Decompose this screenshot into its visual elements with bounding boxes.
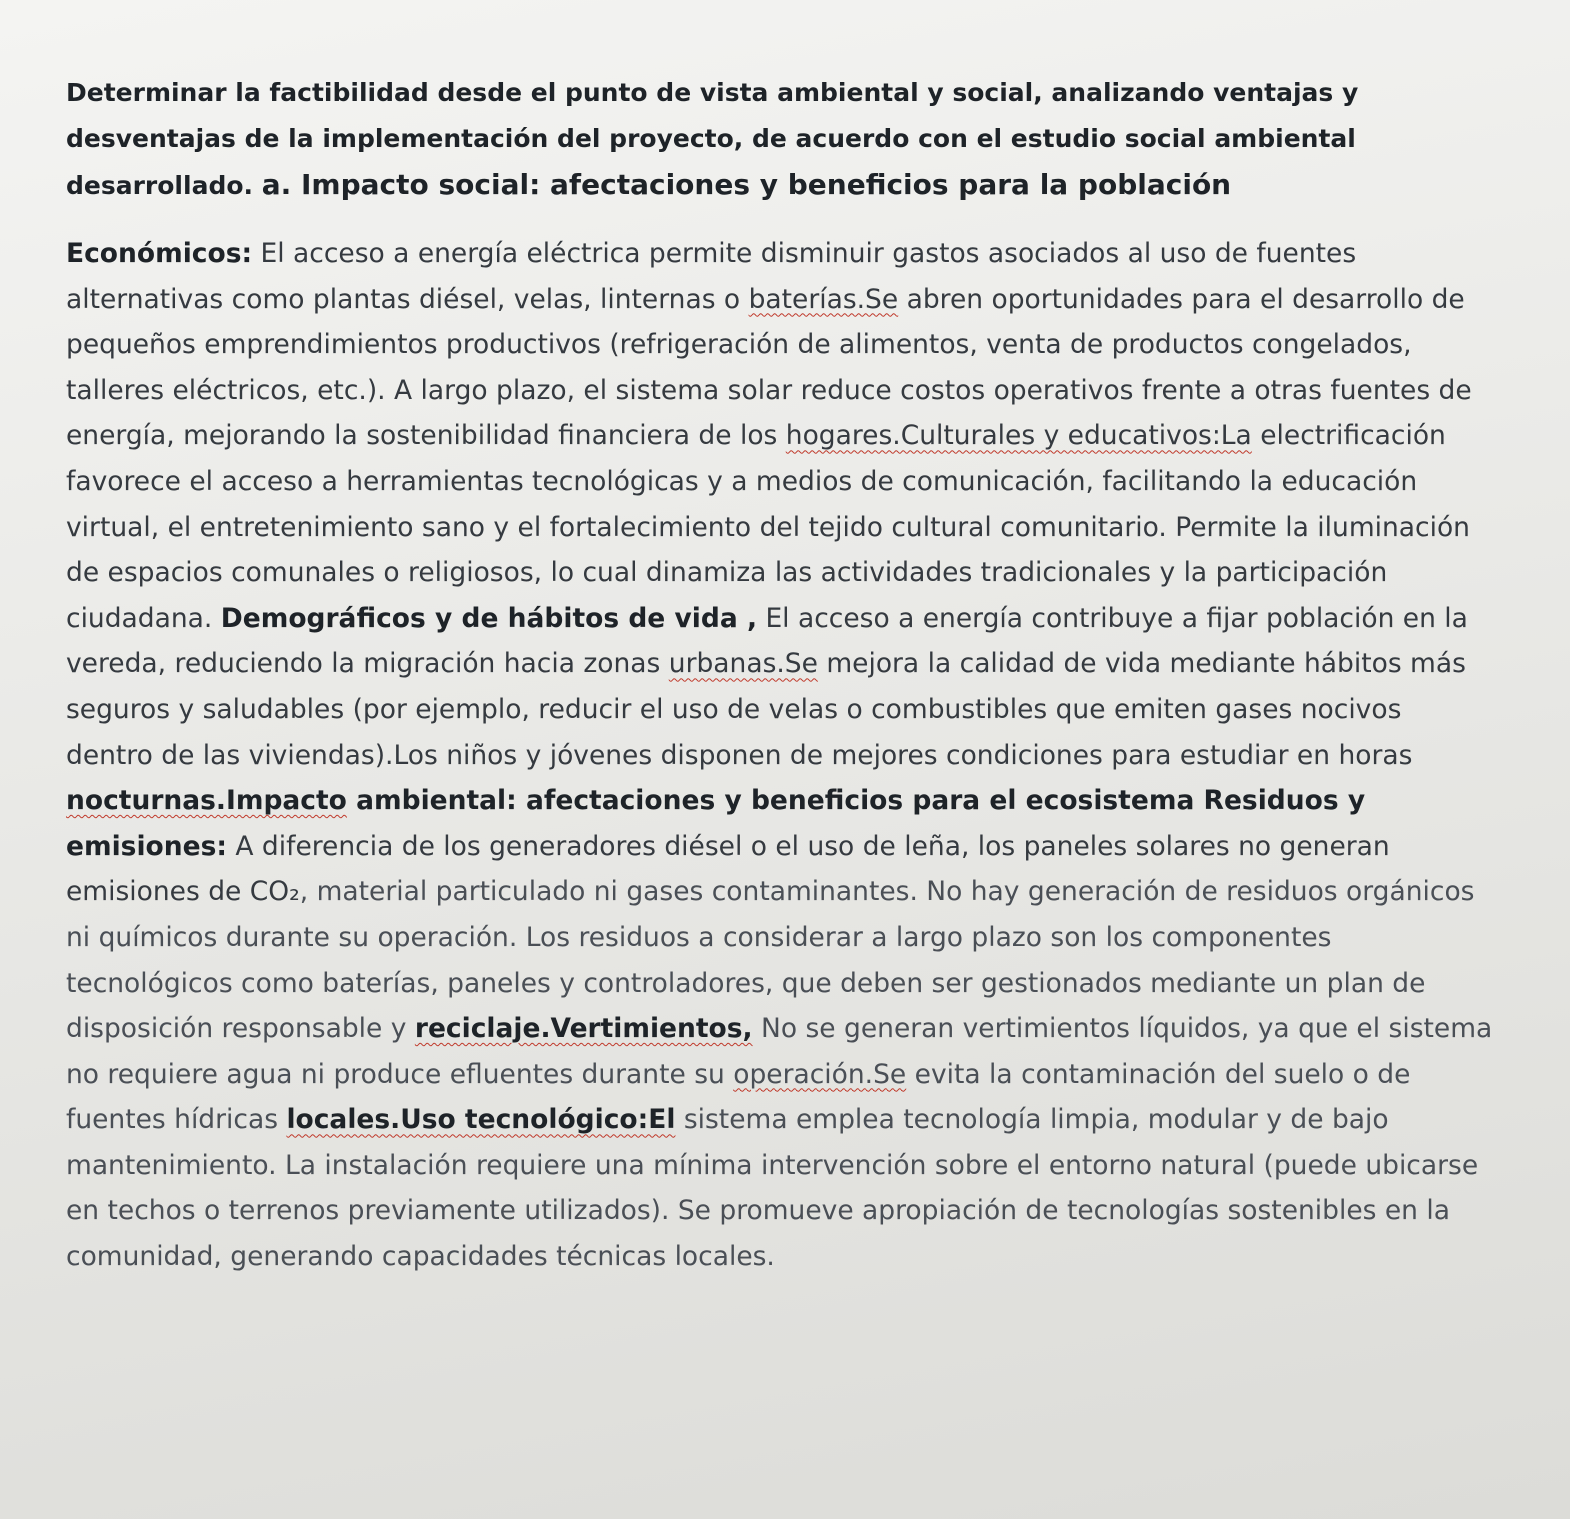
culturales-text: electrificación favorece el acceso a herramientas tecnológicas y a medios de comunicación, facilitando la educación virtual, el entretenimiento sano y el fortalecimiento del tejido cultural comunitario. Permite la iluminación de espacios comunales o religiosos, lo cual dinamiza las actividades tradicionales y la participación ciudadana. — [66, 420, 1470, 634]
demograficos-label: Demográficos y de hábitos de vida , — [220, 602, 758, 634]
vertimientos-text-2: evita la contaminación del suelo o de fuentes hídricas — [66, 1058, 1411, 1136]
economicos-text-2: abren oportunidades para el desarrollo de pequeños emprendimientos productivos (refrigeración de alimentos, venta de productos congelados, talleres eléctricos, etc.). A largo plazo, el sistema solar reduce costos operativos frente a otras fuentes de energía, mejorando la sostenibilidad financiera de los — [66, 283, 1472, 452]
heading-subtitle: a. Impacto social: afectaciones y beneficios para la población — [261, 168, 1232, 201]
spellcheck-squiggle: nocturnas.Impacto — [66, 785, 347, 817]
spellcheck-squiggle: urbanas.Se — [668, 648, 818, 680]
document-page — [66, 70, 1496, 1490]
spellcheck-squiggle: reciclaje.Vertimientos, — [414, 1013, 753, 1045]
residuos-text-1: A diferencia de los generadores diésel o el uso de leña, los paneles solares no generan emisiones de — [66, 830, 1390, 908]
demograficos-text-1: El acceso a energía contribuye a fijar población en la vereda, reduciendo la migración hacia zonas — [66, 602, 1468, 680]
ambiental-label: ambiental: afectaciones y beneficios para el ecosistema Residuos y emisiones: — [66, 785, 1366, 862]
uso-text: sistema emplea tecnología limpia, modular y de bajo mantenimiento. La instalación requiere una mínima intervención sobre el entorno natural (puede ubicarse en techos o terrenos previamente utilizados). Se promueve apropiación de tecnologías sostenibles en la comunidad, generando capacidades técnicas locales. — [66, 1104, 1479, 1273]
residuos-text-2: , material particulado ni gases contaminantes. No hay generación de residuos orgánicos ni químicos durante su operación. Los residuos a considerar a largo plazo son los componentes tecnológicos como baterías, paneles y controladores, que deben ser gestionados mediante un plan de disposición responsable y — [66, 876, 1475, 1045]
spellcheck-squiggle: locales.Uso tecnológico:El — [286, 1104, 676, 1136]
spellcheck-squiggle: hogares.Culturales y educativos:La — [785, 420, 1252, 452]
economicos-text-1: El acceso a energía eléctrica permite disminuir gastos asociados al uso de fuentes alternativas como plantas diésel, velas, linternas o — [66, 238, 1357, 315]
demograficos-text-2: mejora la calidad de vida mediante hábitos más seguros y saludables (por ejemplo, reducir el uso de velas o combustibles que emiten gases nocivos dentro de las viviendas).Los niños y jóvenes disponen de mejores condiciones para estudiar en horas — [66, 648, 1466, 771]
heading-main: Determinar la factibilidad desde el punto de vista ambiental y social, analizando ventajas y desventajas de la implementación del proyecto, de acuerdo con el estudio social ambiental desarrollado. — [66, 78, 1359, 200]
spellcheck-squiggle: operación.Se — [733, 1058, 907, 1090]
spellcheck-squiggle: baterías.Se — [748, 283, 899, 315]
document-heading — [66, 70, 1496, 209]
economicos-label: Económicos: — [66, 238, 253, 269]
vertimientos-text-1: No se generan vertimientos líquidos, ya que el sistema no requiere agua ni produce efluentes durante su — [66, 1013, 1493, 1090]
body-paragraph[interactable] — [66, 231, 1496, 1280]
co2-formula: CO₂ — [249, 876, 300, 908]
